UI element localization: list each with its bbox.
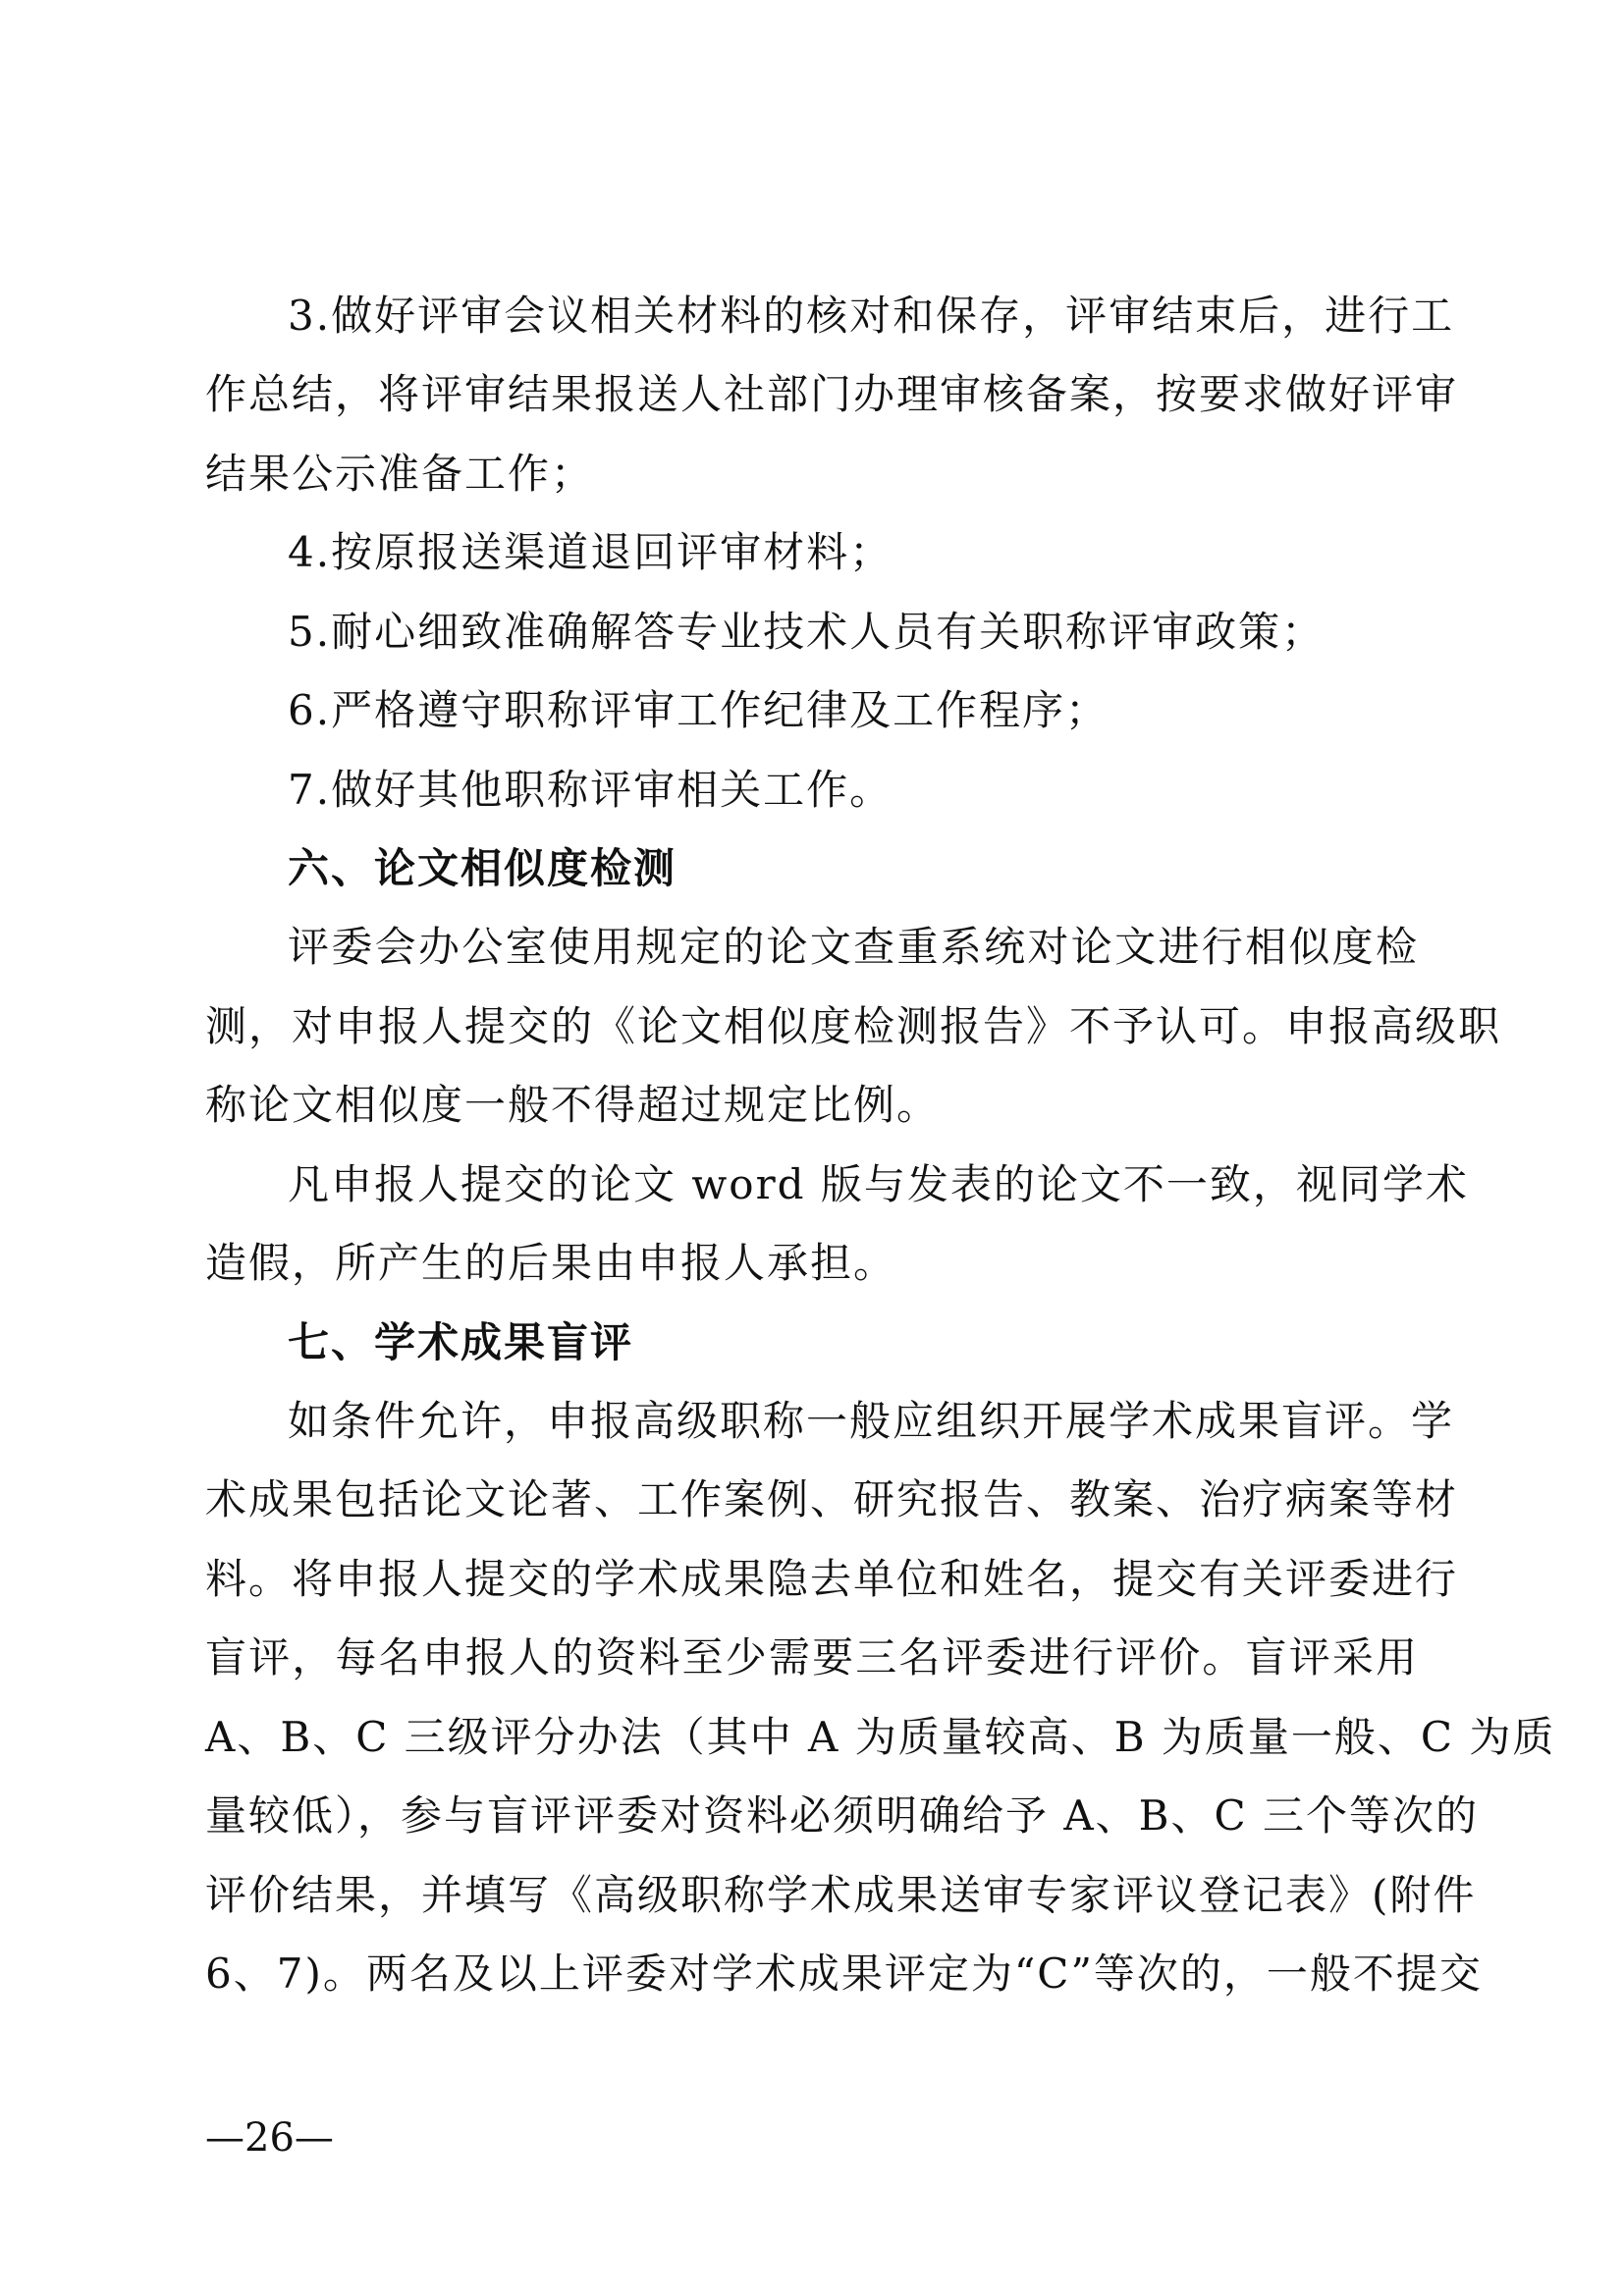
text-line: 料。将申报人提交的学术成果隐去单位和姓名，提交有关评委进行 bbox=[205, 1555, 1459, 1603]
text-line: 如条件允许，申报高级职称一般应组织开展学术成果盲评。学 bbox=[288, 1397, 1455, 1445]
text-line: 3.做好评审会议相关材料的核对和保存，评审结束后，进行工 bbox=[288, 292, 1455, 340]
list-item: 5.耐心细致准确解答专业技术人员有关职称评审政策； bbox=[288, 608, 1326, 656]
text-line: A、B、C 三级评分办法（其中 A 为质量较高、B 为质量一般、C 为质 bbox=[205, 1713, 1556, 1761]
list-item: 6.严格遵守职称评审工作纪律及工作程序； bbox=[288, 686, 1110, 734]
text-line: 作总结，将评审结果报送人社部门办理审核备案，按要求做好评审 bbox=[205, 370, 1459, 418]
section-heading: 六、论文相似度检测 bbox=[288, 844, 677, 892]
text-line: 盲评，每名申报人的资料至少需要三名评委进行评价。盲评采用 bbox=[205, 1633, 1419, 1682]
text-line: 术成果包括论文论著、工作案例、研究报告、教案、治疗病案等材 bbox=[205, 1475, 1459, 1523]
section-heading: 七、学术成果盲评 bbox=[288, 1318, 634, 1366]
text-line: 评委会办公室使用规定的论文查重系统对论文进行相似度检 bbox=[288, 923, 1419, 971]
text-line: 量较低），参与盲评评委对资料必须明确给予 A、B、C 三个等次的 bbox=[205, 1791, 1480, 1840]
text-line: 称论文相似度一般不得超过规定比例。 bbox=[205, 1081, 941, 1129]
text-line: 6、7)。两名及以上评委对学术成果评定为“C”等次的，一般不提交 bbox=[205, 1949, 1483, 1998]
page-number: —26— bbox=[205, 2115, 334, 2161]
list-item: 4.按原报送渠道退回评审材料； bbox=[288, 528, 893, 576]
text-line: 造假，所产生的后果由申报人承担。 bbox=[205, 1239, 897, 1287]
list-item: 7.做好其他职称评审相关工作。 bbox=[288, 766, 893, 814]
text-line: 凡申报人提交的论文 word 版与发表的论文不一致，视同学术 bbox=[288, 1160, 1469, 1208]
text-line: 评价结果，并填写《高级职称学术成果送审专家评议登记表》(附件 bbox=[205, 1871, 1477, 1919]
text-line: 测，对申报人提交的《论文相似度检测报告》不予认可。申报高级职 bbox=[205, 1002, 1502, 1050]
text-line: 结果公示准备工作； bbox=[205, 450, 595, 498]
